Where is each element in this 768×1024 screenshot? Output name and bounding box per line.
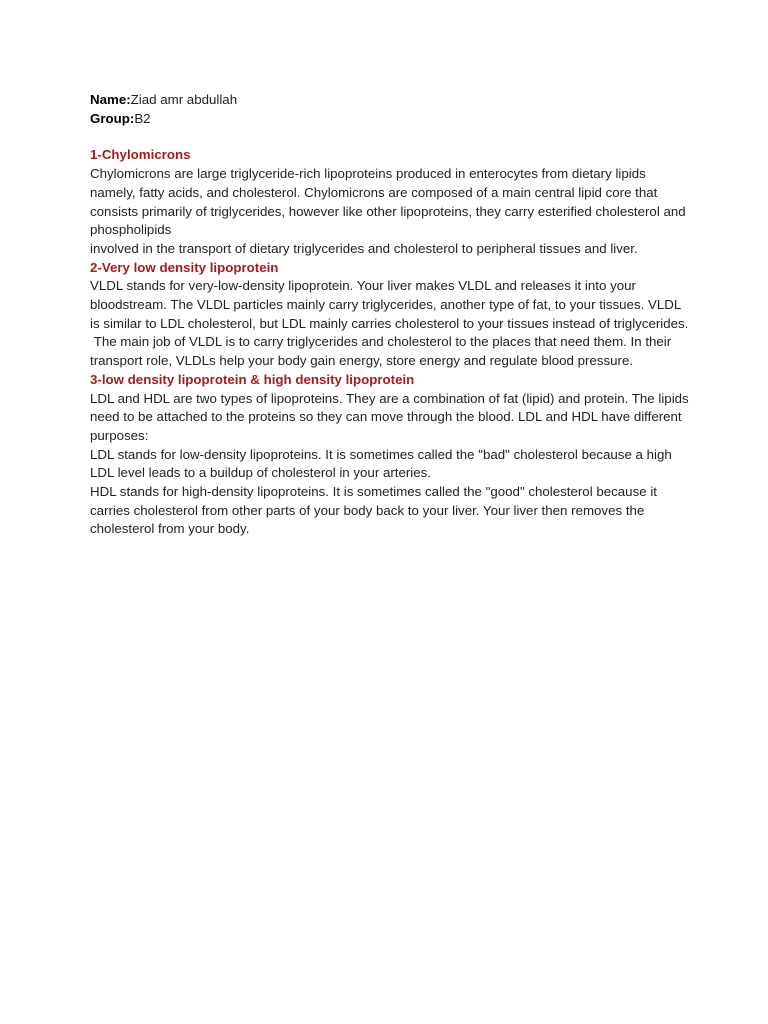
group-line — [90, 110, 690, 129]
paragraph: The main job of VLDL is to carry triglycerides and cholesterol to the places that need them. In their transport role, VLDLs help your body gain energy, store energy and regulate blood pressure. — [90, 334, 675, 369]
document-page — [90, 91, 690, 539]
paragraph: LDL and HDL are two types of lipoproteins. They are a combination of fat (lipid) and protein. The lipids need to be attached to the proteins so they can move through the blood. LDL and HDL have different purposes: — [90, 390, 689, 443]
name-label: Name: — [90, 92, 131, 107]
section-heading-ldl-hdl: 3-low density lipoprotein & high density lipoprotein — [90, 371, 415, 387]
section-heading-vldl: 2-Very low density lipoprotein — [90, 259, 279, 275]
paragraph: VLDL stands for very-low-density lipoprotein. Your liver makes VLDL and releases it into your bloodstream. The VLDL particles mainly carry triglycerides, another type of fat, to your tissues. VLDL is similar to LDL cholesterol, but LDL mainly carries cholesterol to your tissues instead of triglycerides. — [90, 278, 689, 331]
spacer — [90, 128, 690, 146]
section-heading-chylomicrons: 1-Chylomicrons — [90, 147, 191, 163]
name-line — [90, 91, 690, 110]
paragraph: LDL stands for low-density lipoproteins. It is sometimes called the "bad" cholesterol because a high LDL level leads to a buildup of cholesterol in your arteries. — [90, 446, 672, 481]
group-label: Group: — [90, 110, 135, 126]
paragraph: involved in the transport of dietary triglycerides and cholesterol to peripheral tissues and liver. — [90, 240, 638, 256]
paragraph: HDL stands for high-density lipoproteins. It is sometimes called the "good" cholesterol because it carries cholesterol from other parts of your body back to your liver. Your liver then removes the cholesterol from your body. — [90, 484, 657, 537]
name-value: Ziad amr abdullah — [130, 92, 238, 107]
group-value: B2 — [134, 110, 151, 126]
paragraph: Chylomicrons are large triglyceride-rich lipoproteins produced in enterocytes from dietary lipids namely, fatty acids, and cholesterol. Chylomicrons are composed of a main central lipid core that consists primarily of triglycerides, however like other lipoproteins, they carry esterified cholesterol and phospholipids — [90, 166, 686, 238]
